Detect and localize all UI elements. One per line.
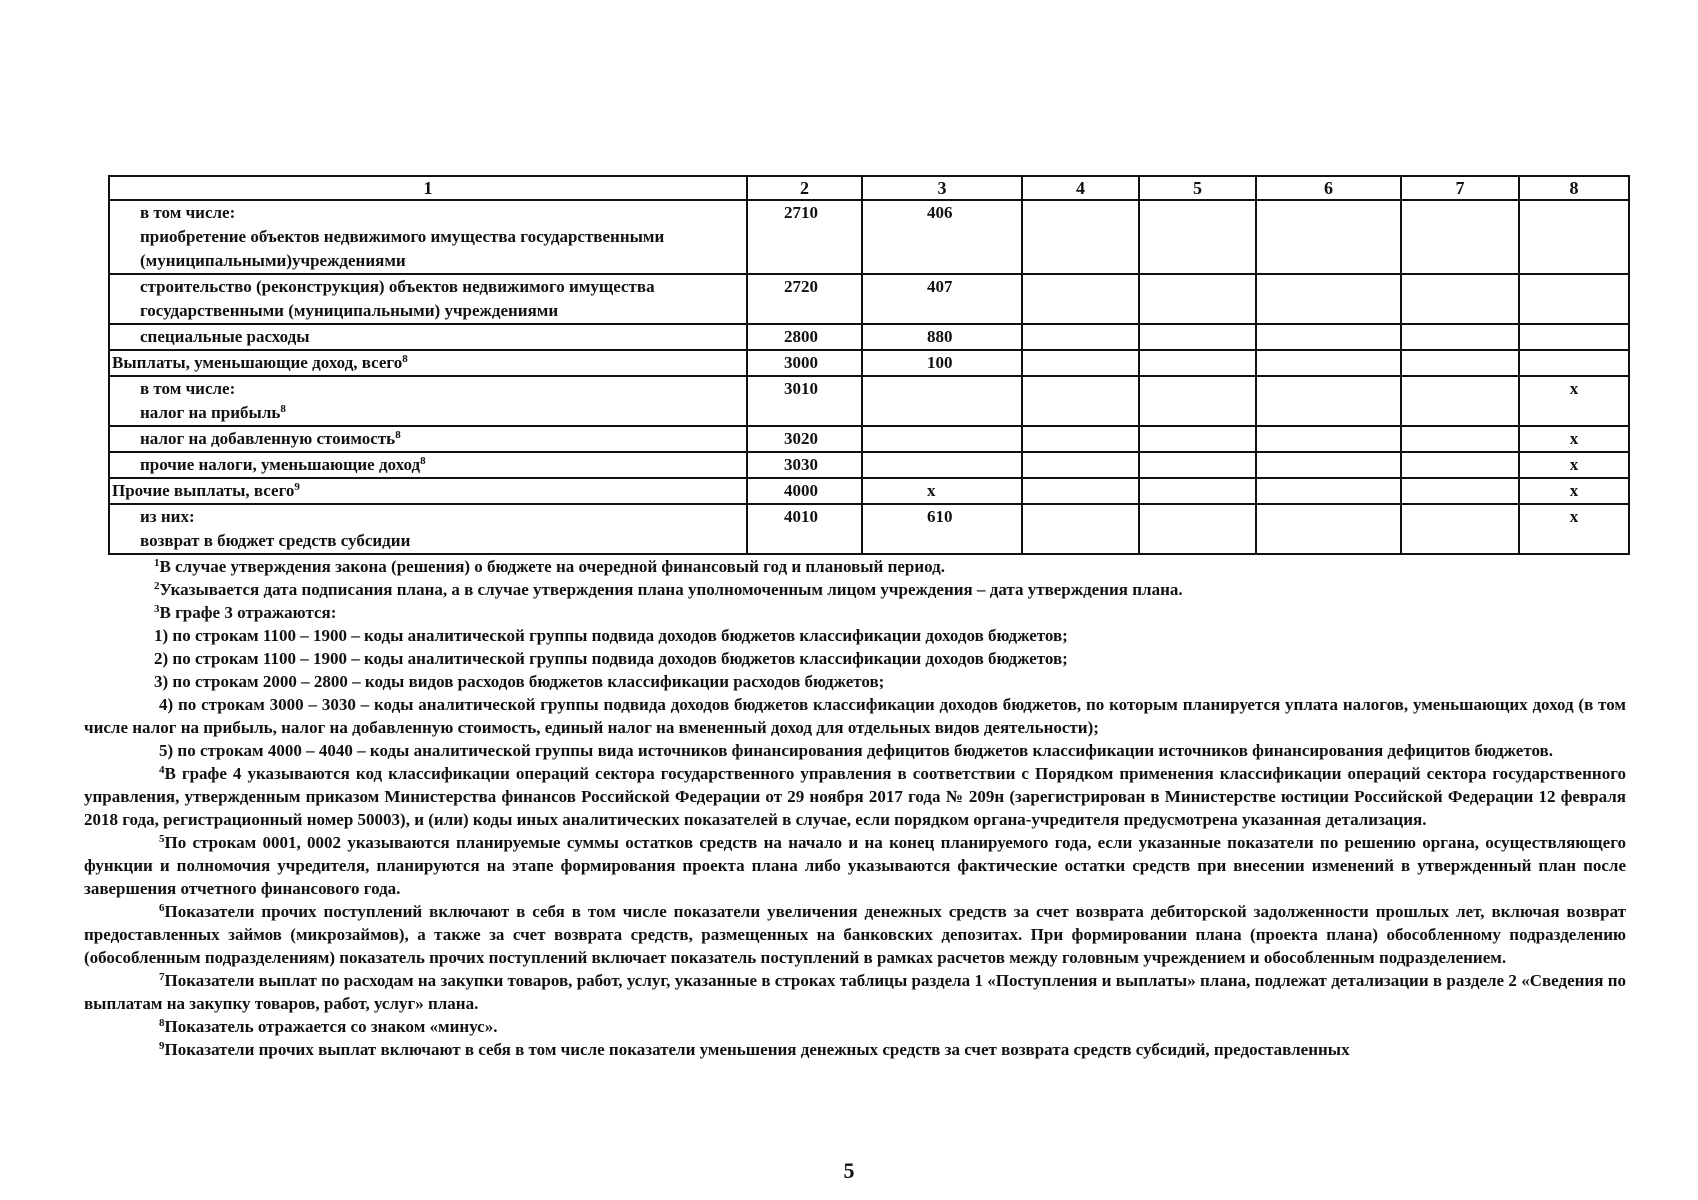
budget-class-code — [862, 452, 1022, 478]
amount-cell — [1022, 376, 1139, 426]
column-header: 8 — [1519, 176, 1629, 200]
column-header: 3 — [862, 176, 1022, 200]
footnote-ref: 8 — [420, 455, 426, 467]
row-code: 3010 — [747, 376, 862, 426]
row-code: 2720 — [747, 274, 862, 324]
amount-cell — [1256, 274, 1401, 324]
table-row — [109, 324, 1629, 350]
amount-cell — [1022, 324, 1139, 350]
footnote-number: 2 — [154, 580, 160, 592]
footnote-text: Указывается дата подписания плана, а в случае утверждения плана уполномоченным лицом учреждения – дата утверждения плана. — [159, 580, 1183, 599]
footnote-number: 6 — [159, 902, 165, 914]
amount-cell — [1256, 504, 1401, 554]
amount-cell — [1256, 452, 1401, 478]
footnote-ref: 9 — [294, 481, 300, 493]
row-label-line: Прочие выплаты, всего$^9$ — [112, 481, 300, 500]
amount-cell — [1256, 426, 1401, 452]
amount-cell — [1401, 274, 1519, 324]
table-header-row — [109, 176, 1629, 200]
footnote — [84, 762, 1626, 831]
budget-class-code — [862, 426, 1022, 452]
footnote-text: Показатель отражается со знаком «минус». — [164, 1017, 498, 1036]
footnote — [84, 739, 1626, 762]
amount-cell — [1401, 350, 1519, 376]
budget-class-code — [862, 376, 1022, 426]
table-row — [109, 274, 1629, 324]
budget-class-code: 610 — [862, 504, 1022, 554]
amount-cell — [1139, 452, 1256, 478]
amount-cell — [1139, 200, 1256, 274]
column-header: 4 — [1022, 176, 1139, 200]
amount-cell — [1139, 274, 1256, 324]
amount-cell — [1256, 324, 1401, 350]
footnote-ref: 8 — [402, 353, 408, 365]
footnote-number: 4 — [159, 764, 165, 776]
footnote-text: 3) по строкам 2000 – 2800 – коды видов расходов бюджетов классификации расходов бюджетов; — [154, 672, 885, 691]
footnote-number: 7 — [159, 971, 165, 983]
amount-cell — [1022, 426, 1139, 452]
amount-cell — [1139, 376, 1256, 426]
table-row — [109, 200, 1629, 274]
amount-cell — [1139, 350, 1256, 376]
row-code: 4010 — [747, 504, 862, 554]
col8-cell: x — [1519, 478, 1629, 504]
footnote-ref: 8 — [280, 403, 286, 415]
amount-cell — [1139, 478, 1256, 504]
row-label-line: налог на прибыль$^8$ — [140, 403, 286, 422]
row-label-line: из них: — [140, 507, 195, 526]
footnote — [84, 1038, 1626, 1061]
budget-class-code: x — [862, 478, 1022, 504]
budget-class-code: 880 — [862, 324, 1022, 350]
amount-cell — [1022, 350, 1139, 376]
amount-cell — [1022, 200, 1139, 274]
footnote-text: Показатели прочих выплат включают в себя в том числе показатели уменьшения денежных средств за счет возврата средств субсидий, предоставленных — [164, 1040, 1350, 1059]
column-header: 5 — [1139, 176, 1256, 200]
col8-cell: x — [1519, 426, 1629, 452]
row-label — [109, 350, 747, 376]
footnote-number: 9 — [159, 1040, 165, 1052]
row-code: 3030 — [747, 452, 862, 478]
row-code: 2710 — [747, 200, 862, 274]
amount-cell — [1401, 478, 1519, 504]
row-code: 2800 — [747, 324, 862, 350]
amount-cell — [1256, 478, 1401, 504]
row-label — [109, 274, 747, 324]
footnote — [84, 555, 1626, 578]
footnote — [84, 693, 1626, 739]
footnote-text: В случае утверждения закона (решения) о бюджете на очередной финансовый год и плановый период. — [159, 557, 946, 576]
footnote-text: Показатели выплат по расходам на закупки товаров, работ, услуг, указанные в строках таблицы раздела 1 «Поступления и выплаты» плана, подлежат детализации в разделе 2 «Сведения по выплатам на закупку товаров, работ, услуг» плана. — [84, 971, 1626, 1013]
footnote-text: По строкам 0001, 0002 указываются планируемые суммы остатков средств на начало и на конец планируемого года, если указанные показатели по решению органа, осуществляющего функции и полномочия учредителя, планируются на этапе формирования проекта плана либо указываются фактические остатки средств при внесении изменений в утвержденный план после завершения отчетного финансового года. — [84, 833, 1626, 898]
footnote-number: 1 — [154, 557, 160, 569]
row-label — [109, 504, 747, 554]
amount-cell — [1022, 504, 1139, 554]
amount-cell — [1401, 376, 1519, 426]
footnote-number: 5 — [159, 833, 165, 845]
row-label — [109, 426, 747, 452]
footnote — [84, 670, 1626, 693]
row-label — [109, 376, 747, 426]
amount-cell — [1022, 478, 1139, 504]
amount-cell — [1139, 324, 1256, 350]
row-code: 3000 — [747, 350, 862, 376]
page-number: 5 — [843, 1158, 855, 1183]
row-label-line: (муниципальными)учреждениями — [140, 251, 406, 270]
amount-cell — [1022, 274, 1139, 324]
footnote-text: В графе 4 указываются код классификации операций сектора государственного управления в соответствии с Порядком применения классификации операций сектора государственного управления, утвержденным приказом Министерства финансов Российской Федерации от 29 ноября 2017 года № 209н (зарегистрирован в Министерстве юстиции Российской Федерации 12 февраля 2018 года, регистрационный номер 50003), и (или) коды иных аналитических показателей в случае, если порядком органа-учредителя предусмотрена указанная детализация. — [84, 764, 1626, 829]
amount-cell — [1139, 504, 1256, 554]
col8-cell: x — [1519, 376, 1629, 426]
footnote — [84, 831, 1626, 900]
amount-cell — [1401, 200, 1519, 274]
row-label-line: специальные расходы — [140, 327, 310, 346]
footnote-ref: 8 — [395, 429, 401, 441]
col8-cell: x — [1519, 452, 1629, 478]
column-header: 1 — [109, 176, 747, 200]
col8-cell — [1519, 200, 1629, 274]
col8-cell — [1519, 274, 1629, 324]
footnote — [84, 647, 1626, 670]
row-label-line: возврат в бюджет средств субсидии — [140, 531, 411, 550]
footnote-number: 8 — [159, 1017, 165, 1029]
row-label-line: приобретение объектов недвижимого имущества государственными — [140, 227, 665, 246]
column-header: 6 — [1256, 176, 1401, 200]
budget-class-code: 407 — [862, 274, 1022, 324]
row-label — [109, 452, 747, 478]
footnote-text: 5) по строкам 4000 – 4040 – коды аналитической группы вида источников финансирования дефицитов бюджетов классификации источников финансирования дефицитов бюджетов. — [159, 741, 1553, 760]
amount-cell — [1139, 426, 1256, 452]
table-row — [109, 478, 1629, 504]
budget-class-code: 406 — [862, 200, 1022, 274]
column-header: 7 — [1401, 176, 1519, 200]
amount-cell — [1401, 324, 1519, 350]
col8-cell — [1519, 324, 1629, 350]
budget-plan-table — [108, 175, 1628, 555]
row-label-line: налог на добавленную стоимость$^8$ — [140, 429, 401, 448]
amount-cell — [1401, 426, 1519, 452]
footnote-text: 4) по строкам 3000 – 3030 – коды аналитической группы подвида доходов бюджетов классификации доходов бюджетов, по которым планируется уплата налогов, уменьшающих доход (в том числе налог на прибыль, налог на добавленную стоимость, единый налог на вмененный доход для отдельных видов деятельности); — [84, 695, 1626, 737]
amount-cell — [1022, 452, 1139, 478]
table-row — [109, 504, 1629, 554]
amount-cell — [1256, 350, 1401, 376]
row-label — [109, 324, 747, 350]
amount-cell — [1401, 452, 1519, 478]
footnote-text: 2) по строкам 1100 – 1900 – коды аналитической группы подвида доходов бюджетов классификации доходов бюджетов; — [154, 649, 1068, 668]
footnote-text: 1) по строкам 1100 – 1900 – коды аналитической группы подвида доходов бюджетов классификации доходов бюджетов; — [154, 626, 1068, 645]
row-code: 3020 — [747, 426, 862, 452]
table-row — [109, 350, 1629, 376]
row-label — [109, 478, 747, 504]
row-label-line: государственными (муниципальными) учреждениями — [140, 301, 559, 320]
footnote — [84, 624, 1626, 647]
amount-cell — [1256, 200, 1401, 274]
amount-cell — [1401, 504, 1519, 554]
footnote — [84, 601, 1626, 624]
row-label-line: Выплаты, уменьшающие доход, всего$^8$ — [112, 353, 408, 372]
row-label-line: в том числе: — [140, 379, 236, 398]
footnote-text: Показатели прочих поступлений включают в себя в том числе показатели увеличения денежных средств за счет возврата дебиторской задолженности прошлых лет, включая возврат предоставленных займов (микрозаймов), а также за счет возврата средств, размещенных на банковских депозитах. При формировании плана (проекта плана) обособленному подразделению (обособленным подразделениям) показатель прочих поступлений включает показатель поступлений в рамках расчетов между головным учреждением и обособленным подразделением. — [84, 902, 1626, 967]
footnote-number: 3 — [154, 603, 160, 615]
footnote-text: В графе 3 отражаются: — [159, 603, 337, 622]
row-label-line: строительство (реконструкция) объектов недвижимого имущества — [140, 277, 655, 296]
amount-cell — [1256, 376, 1401, 426]
budget-class-code: 100 — [862, 350, 1022, 376]
row-label — [109, 200, 747, 274]
table-row — [109, 376, 1629, 426]
footnotes — [84, 555, 1626, 1061]
row-label-line: прочие налоги, уменьшающие доход$^8$ — [140, 455, 426, 474]
column-header: 2 — [747, 176, 862, 200]
table-row — [109, 452, 1629, 478]
row-label-line: в том числе: — [140, 203, 236, 222]
table-row — [109, 426, 1629, 452]
footnote — [84, 578, 1626, 601]
footnote — [84, 900, 1626, 969]
row-code: 4000 — [747, 478, 862, 504]
footnote — [84, 1015, 1626, 1038]
col8-cell — [1519, 350, 1629, 376]
col8-cell: x — [1519, 504, 1629, 554]
footnote — [84, 969, 1626, 1015]
